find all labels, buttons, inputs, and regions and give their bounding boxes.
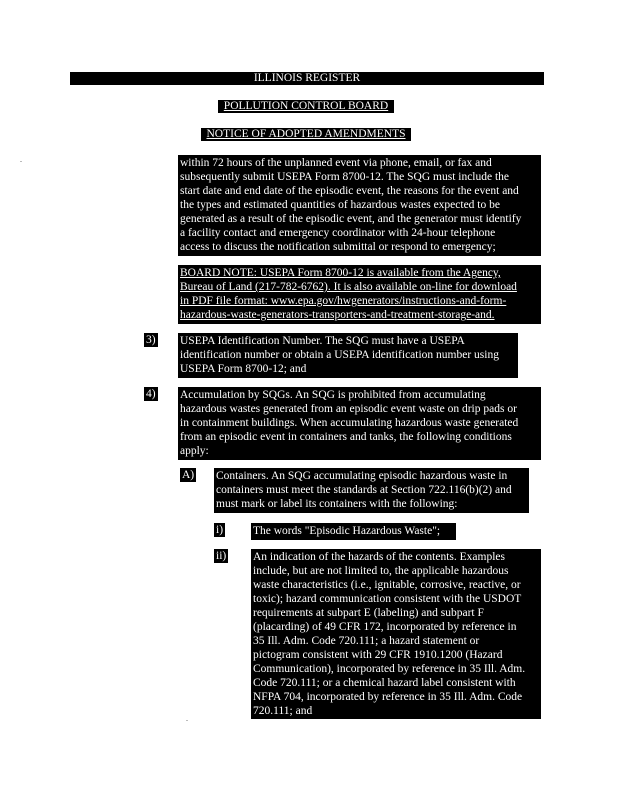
text-line: 35 Ill. Adm. Code 720.111; a hazard statement or: [253, 635, 480, 647]
text-line: The words "Episodic Hazardous Waste";: [253, 525, 441, 537]
text-line: Bureau of Land (217-782-6762). It is also available on-line for download: [180, 281, 517, 293]
text-line: hazardous wastes generated from an episodic event waste on drip pads or: [180, 403, 517, 415]
text-line: from an episodic event in containers and tanks, the following conditions: [180, 431, 512, 443]
text-line: hazardous-waste-generators-transporters-and-treatment-storage-and.: [180, 309, 495, 321]
text-line: identification number or obtain a USEPA identification number using: [180, 349, 499, 361]
text-line: include, but are not limited to, the applicable hazardous: [253, 565, 509, 577]
item-3-marker: 3): [146, 334, 156, 346]
text-line: 720.111; and: [253, 705, 313, 717]
text-line: in containment buildings. When accumulating hazardous waste generated: [180, 417, 519, 429]
text-line: (placarding) of 49 CFR 172, incorporated by reference in: [253, 621, 517, 633]
text-line: must mark or label its containers with the following:: [216, 498, 458, 510]
text-line: Communication), incorporated by reference in 35 Ill. Adm.: [253, 663, 526, 675]
item-i-marker: i): [216, 524, 224, 536]
text-line: the types and estimated quantities of hazardous wastes expected to be: [180, 199, 500, 211]
scan-speck: [20, 161, 22, 162]
item-i-text: [251, 523, 456, 540]
text-line: waste characteristics (i.e., ignitable, corrosive, reactive, or: [253, 579, 521, 591]
board-header: POLLUTION CONTROL BOARD: [218, 100, 394, 113]
text-line: within 72 hours of the unplanned event via phone, email, or fax and: [180, 157, 492, 169]
text-line: pictogram consistent with 29 CFR 1910.1200 (Hazard: [253, 649, 503, 661]
text-line: in PDF file format: www.epa.gov/hwgenerators/instructions-and-form-: [180, 295, 507, 307]
scan-speck: [186, 720, 188, 721]
text-line: USEPA Form 8700-12; and: [180, 363, 307, 375]
text-line: containers must meet the standards at Section 722.116(b)(2) and: [216, 484, 512, 496]
text-line: Accumulation by SQGs. An SQG is prohibited from accumulating: [180, 389, 486, 401]
text-line: access to discuss the notification submittal or respond to emergency;: [180, 241, 496, 253]
notice-header: NOTICE OF ADOPTED AMENDMENTS: [201, 128, 411, 141]
text-line: subsequently submit USEPA Form 8700-12. The SQG must include the: [180, 171, 510, 183]
register-header: ILLINOIS REGISTER: [70, 72, 544, 85]
text-line: Code 720.111; or a chemical hazard label consistent with: [253, 677, 516, 689]
item-3-text: [178, 333, 518, 378]
text-line: An indication of the hazards of the contents. Examples: [253, 551, 505, 563]
text-line: BOARD NOTE: USEPA Form 8700-12 is available from the Agency,: [180, 267, 501, 279]
item-A-text: [214, 468, 529, 513]
item-ii-text: [251, 549, 541, 719]
item-ii-marker: ii): [216, 550, 227, 562]
text-line: toxic); hazard communication consistent with the USDOT: [253, 593, 522, 605]
board-note: [178, 265, 541, 324]
text-line: a facility contact and emergency coordinator with 24-hour telephone: [180, 227, 496, 239]
text-line: apply:: [180, 445, 209, 457]
text-line: start date and end date of the episodic event, the reasons for the event and: [180, 185, 519, 197]
item-4-marker: 4): [146, 388, 156, 400]
text-line: generated as a result of the episodic event, and the generator must identify: [180, 213, 522, 225]
text-line: requirements at subpart E (labeling) and subpart F: [253, 607, 484, 619]
item-4-text: [178, 387, 541, 460]
item-A-marker: A): [182, 469, 195, 481]
text-line: NFPA 704, incorporated by reference in 35 Ill. Adm. Code: [253, 691, 523, 703]
text-line: Containers. An SQG accumulating episodic hazardous waste in: [216, 470, 508, 482]
intro-paragraph: [178, 155, 541, 256]
text-line: USEPA Identification Number. The SQG must have a USEPA: [180, 335, 465, 347]
